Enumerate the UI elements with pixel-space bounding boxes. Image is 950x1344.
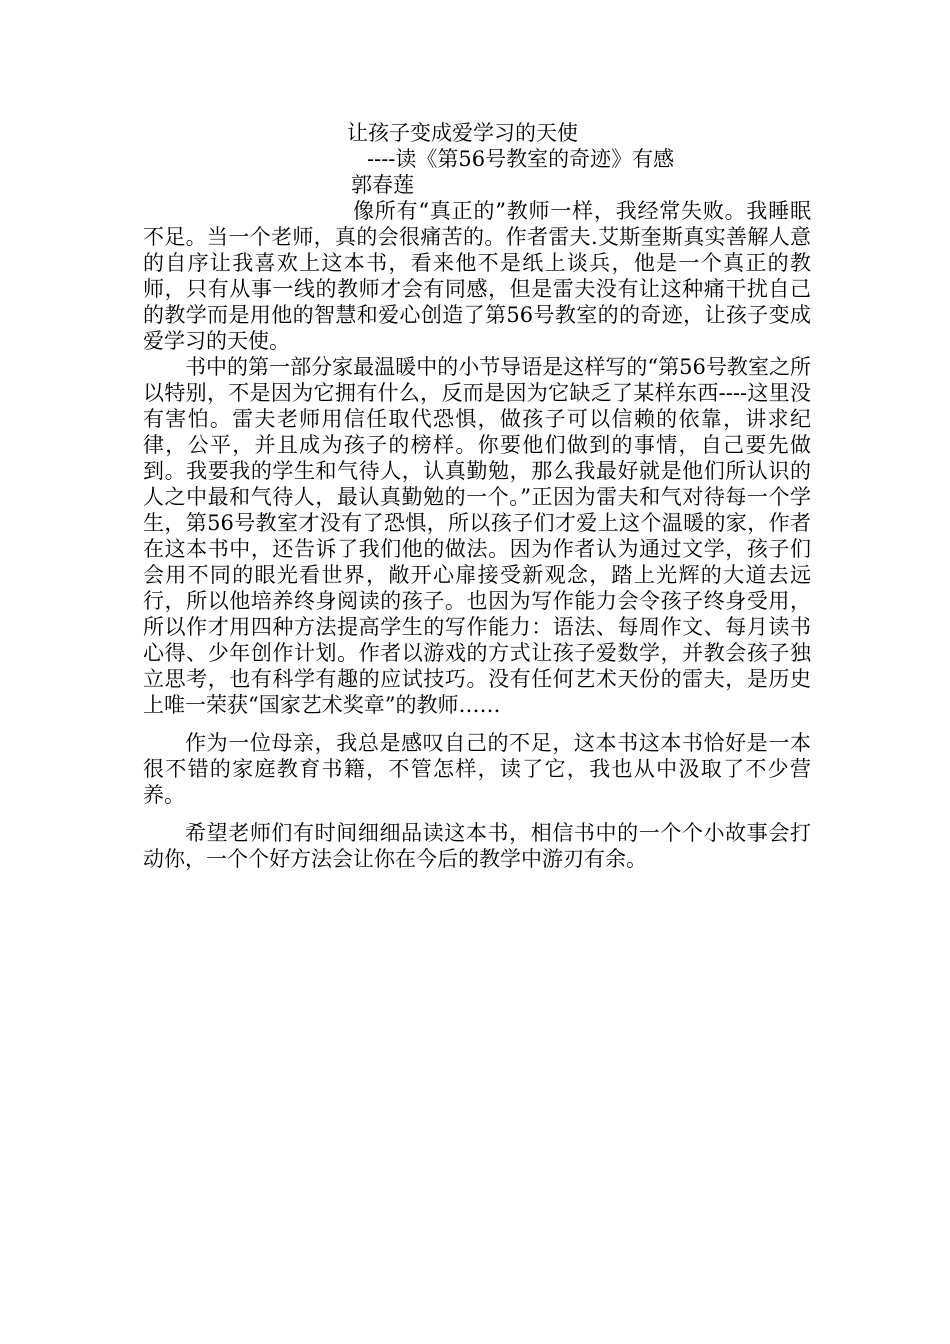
author-name: 郭春莲 (351, 173, 414, 197)
paragraph-1: 像所有“真正的”教师一样，我经常失败。我睡眠不足。当一个老师，真的会很痛苦的。作者雷夫.艾斯奎斯真实善解人意的自序让我喜欢上这本书，看来他不是纸上谈兵，他是一个真正的教师，只有从事一线的教师才会有同感，但是雷夫没有让这种痛干扰自己的教学而是用他的智慧和爱心创造了第56号教室的的奇迹，让孩子变成爱学习的天使。 (143, 199, 811, 353)
paragraph-4: 希望老师们有时间细细品读这本书，相信书中的一个个小故事会打动你，一个个好方法会让你在今后的教学中游刃有余。 (143, 821, 811, 871)
document-subtitle: ----读《第56号教室的奇迹》有感 (367, 147, 675, 171)
paragraph-2: 书中的第一部分家最温暖中的小节导语是这样写的“第56号教室之所以特别，不是因为它拥有什么，反而是因为它缺乏了某样东西----这里没有害怕。雷夫老师用信任取代恐惧，做孩子可以信赖的依靠，讲求纪律，公平，并且成为孩子的榜样。你要他们做到的事情，自己要先做到。我要我的学生和气待人，认真勤勉，那么我最好就是他们所认识的人之中最和气待人，最认真勤勉的一个。”正因为雷夫和气对待每一个学生，第56号教室才没有了恐惧，所以孩子们才爱上这个温暖的家，作者在这本书中，还告诉了我们他的做法。因为作者认为通过文学，孩子们会用不同的眼光看世界，敞开心扉接受新观念，踏上光辉的大道去远行，所以他培养终身阅读的孩子。也因为写作能力会令孩子终身受用，所以作才用四种方法提高学生的写作能力：语法、每周作文、每月读书心得、少年创作计划。作者以游戏的方式让孩子爱数学，并教会孩子独立思考，也有科学有趣的应试技巧。没有任何艺术天份的雷夫，是历史上唯一荣获“国家艺术奖章”的教师…… (143, 355, 811, 717)
paragraph-3: 作为一位母亲，我总是感叹自己的不足，这本书这本书恰好是一本很不错的家庭教育书籍，不管怎样，读了它，我也从中汲取了不少营养。 (143, 731, 811, 807)
document-body (143, 120, 811, 872)
document-title: 让孩子变成爱学习的天使 (347, 121, 578, 145)
